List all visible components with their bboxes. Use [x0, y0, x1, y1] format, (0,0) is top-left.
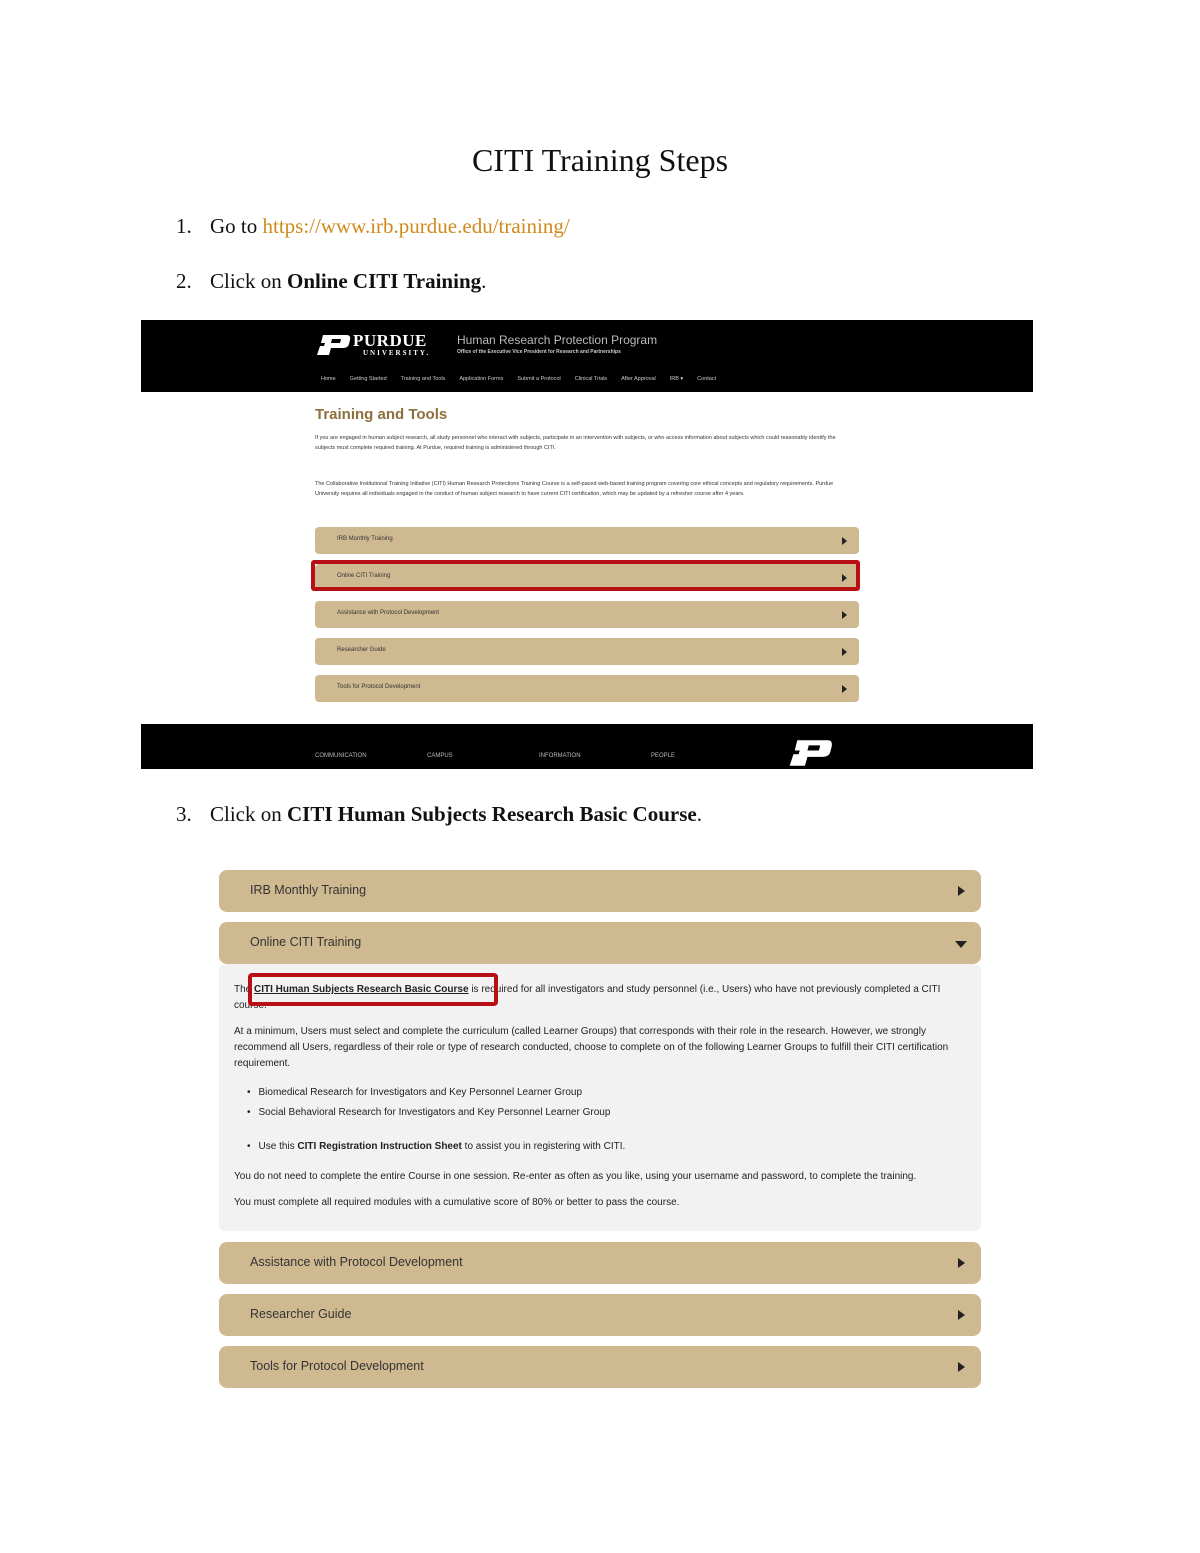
- accordion-irb-monthly-training[interactable]: [219, 870, 981, 912]
- accordion-irb-monthly-training[interactable]: [315, 527, 859, 554]
- citi-registration-sheet-link[interactable]: CITI Registration Instruction Sheet: [297, 1141, 462, 1152]
- screenshot-citi-accordion: [219, 868, 981, 1388]
- step-end: .: [481, 269, 487, 293]
- nav-item[interactable]: Application Forms: [459, 376, 504, 382]
- purdue-p-logo-icon: [784, 739, 836, 767]
- text: is required for all investigators and study personnel (i.e., Users) who have not previously completed a CITI course.: [234, 984, 941, 1011]
- caret-right-icon: [842, 611, 847, 619]
- accordion-label: Researcher Guide: [337, 647, 386, 653]
- accordion-researcher-guide[interactable]: [219, 1294, 981, 1336]
- caret-right-icon: [842, 537, 847, 545]
- nav-item[interactable]: IRB ▾: [669, 376, 684, 382]
- panel-paragraph: You must complete all required modules with a cumulative score of 80% or better to pass the course.: [234, 1197, 680, 1208]
- highlight-box: [248, 973, 498, 1006]
- step-number: 2.: [176, 269, 192, 293]
- purdue-p-logo-icon: [315, 334, 351, 356]
- main-nav: [321, 376, 730, 382]
- footer-link[interactable]: INFORMATION: [539, 753, 581, 759]
- nav-item[interactable]: Home: [321, 376, 336, 382]
- accordion-label: Tools for Protocol Development: [250, 1359, 424, 1373]
- accordion-label: Researcher Guide: [250, 1307, 352, 1321]
- caret-right-icon: [958, 1362, 965, 1372]
- screenshot-training-page: [141, 320, 1033, 769]
- site-header: [141, 320, 1033, 392]
- panel-paragraph: At a minimum, Users must select and complete the curriculum (called Learner Groups) that corresponds with their role in the research. However, we strongly recommend all Users, regardless of their role or type of research conducted, choose to complete on of the following Learner Groups to fulfill their CITI certification requirement.: [234, 1026, 949, 1069]
- caret-right-icon: [842, 648, 847, 656]
- caret-right-icon: [842, 685, 847, 693]
- footer-link[interactable]: COMMUNICATION: [315, 753, 367, 759]
- university-wordmark: UNIVERSITY.: [363, 349, 431, 357]
- site-footer: [141, 724, 1033, 769]
- accordion-label: Assistance with Protocol Development: [337, 610, 440, 616]
- accordion-label: IRB Monthly Training: [337, 536, 393, 542]
- purdue-wordmark: PURDUE: [353, 331, 427, 350]
- caret-right-icon: [958, 1310, 965, 1320]
- accordion-assistance-protocol[interactable]: [219, 1242, 981, 1284]
- accordion-researcher-guide[interactable]: [315, 638, 859, 665]
- footer-link[interactable]: PEOPLE: [651, 753, 676, 759]
- step-bold-text: CITI Human Subjects Research Basic Course: [287, 802, 697, 826]
- step-end: .: [696, 802, 702, 826]
- step-3: [176, 802, 702, 827]
- text: The: [234, 984, 255, 995]
- nav-item[interactable]: Training and Tools: [400, 376, 446, 382]
- step-1: [176, 214, 570, 239]
- step-text: Click on: [210, 802, 287, 826]
- list-item: [247, 1141, 625, 1152]
- step-bold-text: Online CITI Training: [287, 269, 482, 293]
- nav-item[interactable]: After Approval: [621, 376, 656, 382]
- highlight-box: [311, 560, 860, 591]
- citi-basic-course-link[interactable]: CITI Human Subjects Research Basic Course: [254, 984, 469, 995]
- step-text: Go to: [210, 214, 263, 238]
- nav-item[interactable]: Getting Started: [349, 376, 387, 382]
- caret-right-icon: [958, 886, 965, 896]
- program-subtitle: Office of the Executive Vice President for Research and Partnerships: [457, 349, 621, 355]
- text: to assist you in registering with CITI.: [461, 1141, 626, 1152]
- accordion-label: Assistance with Protocol Development: [250, 1255, 463, 1269]
- step-number: 3.: [176, 802, 192, 826]
- step-2: [176, 269, 486, 294]
- nav-item[interactable]: Submit a Protocol: [517, 376, 561, 382]
- citi-paragraph: The Collaborative Institutional Training Initiative (CITI) Human Research Protections Training Course is a self-paced web-based training program covering core ethical concepts and regulatory requirements. Purdue University requires all individuals engaged in the conduct of human subject research to have current CITI certification, which may be updated by a refresher course after 4 years.: [315, 481, 834, 497]
- footer-link[interactable]: CAMPUS: [427, 753, 453, 759]
- accordion-tools-protocol[interactable]: [315, 675, 859, 702]
- nav-item[interactable]: Clinical Trials: [574, 376, 608, 382]
- nav-item[interactable]: Contact: [697, 376, 717, 382]
- caret-down-icon: [955, 941, 967, 948]
- accordion-label: Tools for Protocol Development: [337, 684, 421, 690]
- accordion-label: Online CITI Training: [337, 573, 391, 579]
- page-title: CITI Training Steps: [471, 142, 729, 178]
- caret-right-icon: [958, 1258, 965, 1268]
- accordion-online-citi-training[interactable]: [219, 922, 981, 964]
- list-item: • Social Behavioral Research for Investigators and Key Personnel Learner Group: [247, 1107, 610, 1118]
- accordion-assistance-protocol[interactable]: [315, 601, 859, 628]
- section-heading: Training and Tools: [315, 406, 448, 423]
- panel-paragraph: You do not need to complete the entire Course in one session. Re-enter as often as you like, using your username and password, to complete the training.: [234, 1171, 917, 1182]
- step-number: 1.: [176, 214, 192, 238]
- accordion-label: IRB Monthly Training: [250, 883, 367, 897]
- training-url-link[interactable]: https://www.irb.purdue.edu/training/: [262, 214, 570, 238]
- accordion-label: Online CITI Training: [250, 935, 362, 949]
- accordion-tools-protocol[interactable]: [219, 1346, 981, 1388]
- program-title: Human Research Protection Program: [457, 333, 658, 347]
- text: Use this: [258, 1141, 298, 1152]
- step-text: Click on: [210, 269, 287, 293]
- list-item: • Biomedical Research for Investigators and Key Personnel Learner Group: [247, 1087, 582, 1098]
- intro-paragraph: If you are engaged in human subject research, all study personnel who interact with subjects, participate in an intervention with subjects, or who access information about subjects which could reasonably identify the subjects must complete required training. At Purdue, required training is administered through CITI.: [315, 435, 836, 451]
